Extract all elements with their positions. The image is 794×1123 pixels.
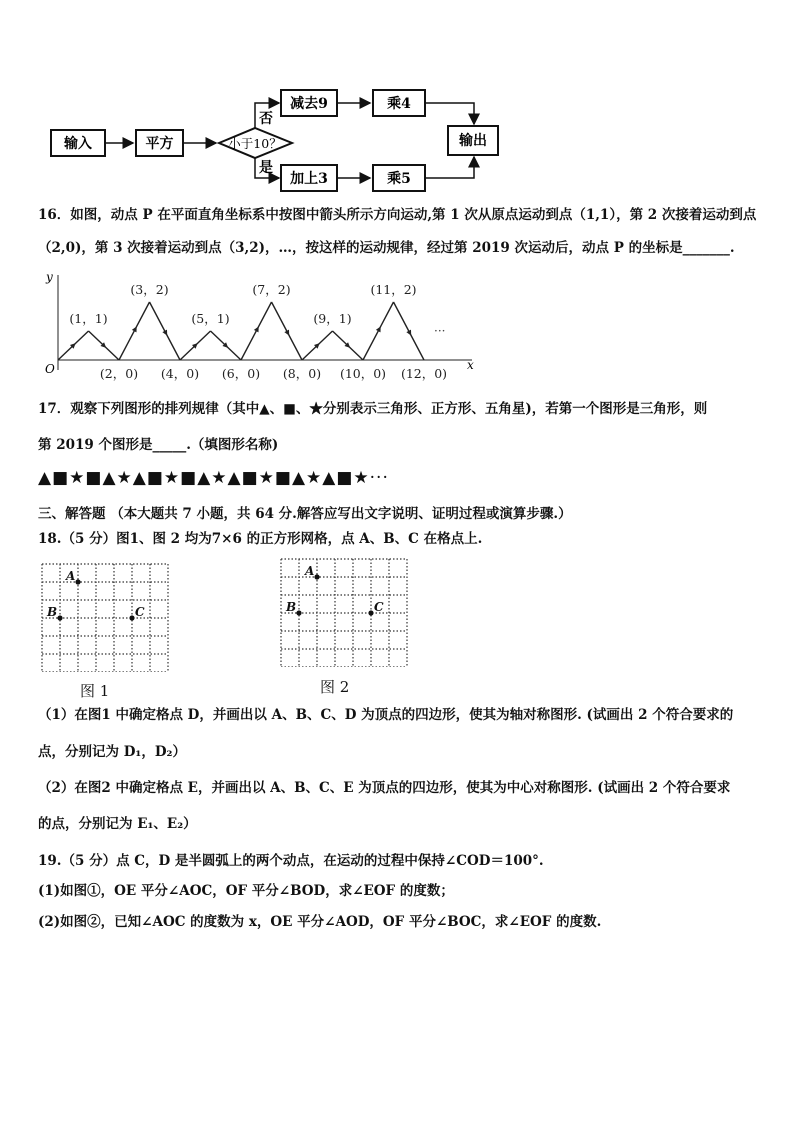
q17-line2: 第 2019 个图形是_____.（填图形名称) bbox=[38, 437, 279, 453]
y-axis-label: y bbox=[46, 270, 53, 284]
q18-part1-line1: （1）在图1 中确定格点 D，并画出以 A、B、C、D 为顶点的四边形，使其为轴对称图形. (试画出 2 个符合要求的 bbox=[38, 707, 734, 723]
grid-point bbox=[296, 610, 301, 615]
base-label: (10，0) bbox=[339, 366, 387, 381]
grid-point bbox=[75, 579, 80, 584]
peak-label: (7，2) bbox=[252, 282, 291, 297]
multiply4-label: 乘4 bbox=[387, 96, 411, 112]
no-label: 否 bbox=[259, 111, 273, 127]
peak-label: (11，2) bbox=[370, 282, 417, 297]
origin-label: O bbox=[45, 362, 55, 376]
base-label: (2，0) bbox=[99, 366, 139, 381]
q17-line1: 17．观察下列图形的排列规律（其中▲、■、★分别表示三角形、正方形、五角星)，若第一个图形是三角形，则 bbox=[38, 401, 708, 417]
grid-point bbox=[57, 615, 62, 620]
q16-line2: （2,0)，第 3 次接着运动到点（3,2)，…，按这样的运动规律，经过第 2019 次运动后，动点 P 的坐标是_______. bbox=[38, 240, 735, 256]
condition-label: 小于10？ bbox=[228, 136, 282, 151]
q18-part2-line2: 的点，分别记为 E₁、E₂） bbox=[38, 816, 197, 832]
grid-point bbox=[368, 610, 373, 615]
q19-part2: (2)如图②，已知∠AOC 的度数为 x，OE 平分∠AOD，OF 平分∠BOC，求∠EOF 的度数. bbox=[38, 914, 602, 930]
q18-intro: 18.（5 分）图1、图 2 均为7×6 的正方形网格，点 A、B、C 在格点上. bbox=[38, 531, 483, 547]
zigzag-ellipsis: ··· bbox=[434, 324, 446, 338]
add-label: 加上3 bbox=[290, 171, 328, 187]
q18-part1-line2: 点，分别记为 D₁，D₂） bbox=[38, 744, 186, 760]
x-axis-label: x bbox=[467, 358, 474, 372]
input-label: 输入 bbox=[64, 136, 92, 152]
grid-point-label: B bbox=[47, 605, 58, 619]
subtract-label: 减去9 bbox=[290, 96, 328, 112]
base-label: (4，0) bbox=[160, 366, 200, 381]
peak-label: (9，1) bbox=[313, 311, 352, 326]
zigzag-path bbox=[58, 302, 424, 360]
grid-figure-1 bbox=[38, 560, 173, 672]
shape-sequence: ▲■★■▲★▲■★■▲★▲■★■▲★▲■★··· bbox=[38, 468, 389, 488]
section3-heading: 三、解答题 （本大题共 7 小题，共 64 分.解答应写出文字说明、证明过程或演算步骤.） bbox=[38, 506, 572, 522]
grid-point bbox=[129, 615, 134, 620]
peak-label: (1，1) bbox=[69, 311, 108, 326]
zigzag-figure bbox=[0, 265, 794, 385]
grid-point bbox=[314, 574, 319, 579]
q16-line1: 16．如图，动点 P 在平面直角坐标系中按图中箭头所示方向运动,第 1 次从原点运动到点（1,1），第 2 次接着运动到点 bbox=[38, 207, 757, 223]
peak-label: (3，2) bbox=[130, 282, 169, 297]
output-label: 输出 bbox=[459, 133, 487, 149]
grid-figure-2 bbox=[277, 555, 412, 667]
grid-point-label: C bbox=[135, 605, 145, 619]
q19-intro: 19.（5 分）点 C，D 是半圆弧上的两个动点，在运动的过程中保持∠COD＝100°. bbox=[38, 853, 544, 869]
flowchart bbox=[0, 0, 794, 200]
q18-part2-line1: （2）在图2 中确定格点 E，并画出以 A、B、C、E 为顶点的四边形，使其为中心对称图形. (试画出 2 个符合要求 bbox=[38, 780, 731, 796]
grid-point-label: C bbox=[374, 600, 384, 614]
square-label: 平方 bbox=[145, 136, 174, 152]
q19-part1: (1)如图①，OE 平分∠AOC，OF 平分∠BOD，求∠EOF 的度数； bbox=[38, 883, 454, 899]
figure1-caption: 图 1 bbox=[80, 682, 110, 700]
base-label: (6，0) bbox=[221, 366, 261, 381]
peak-label: (5，1) bbox=[191, 311, 230, 326]
grid-point-label: A bbox=[305, 564, 315, 578]
grid-point-label: B bbox=[286, 600, 297, 614]
multiply5-label: 乘5 bbox=[387, 171, 411, 187]
base-label: (12，0) bbox=[400, 366, 448, 381]
yes-label: 是 bbox=[259, 160, 273, 176]
figure2-caption: 图 2 bbox=[320, 678, 350, 696]
grid-point-label: A bbox=[66, 569, 76, 583]
base-label: (8，0) bbox=[282, 366, 322, 381]
